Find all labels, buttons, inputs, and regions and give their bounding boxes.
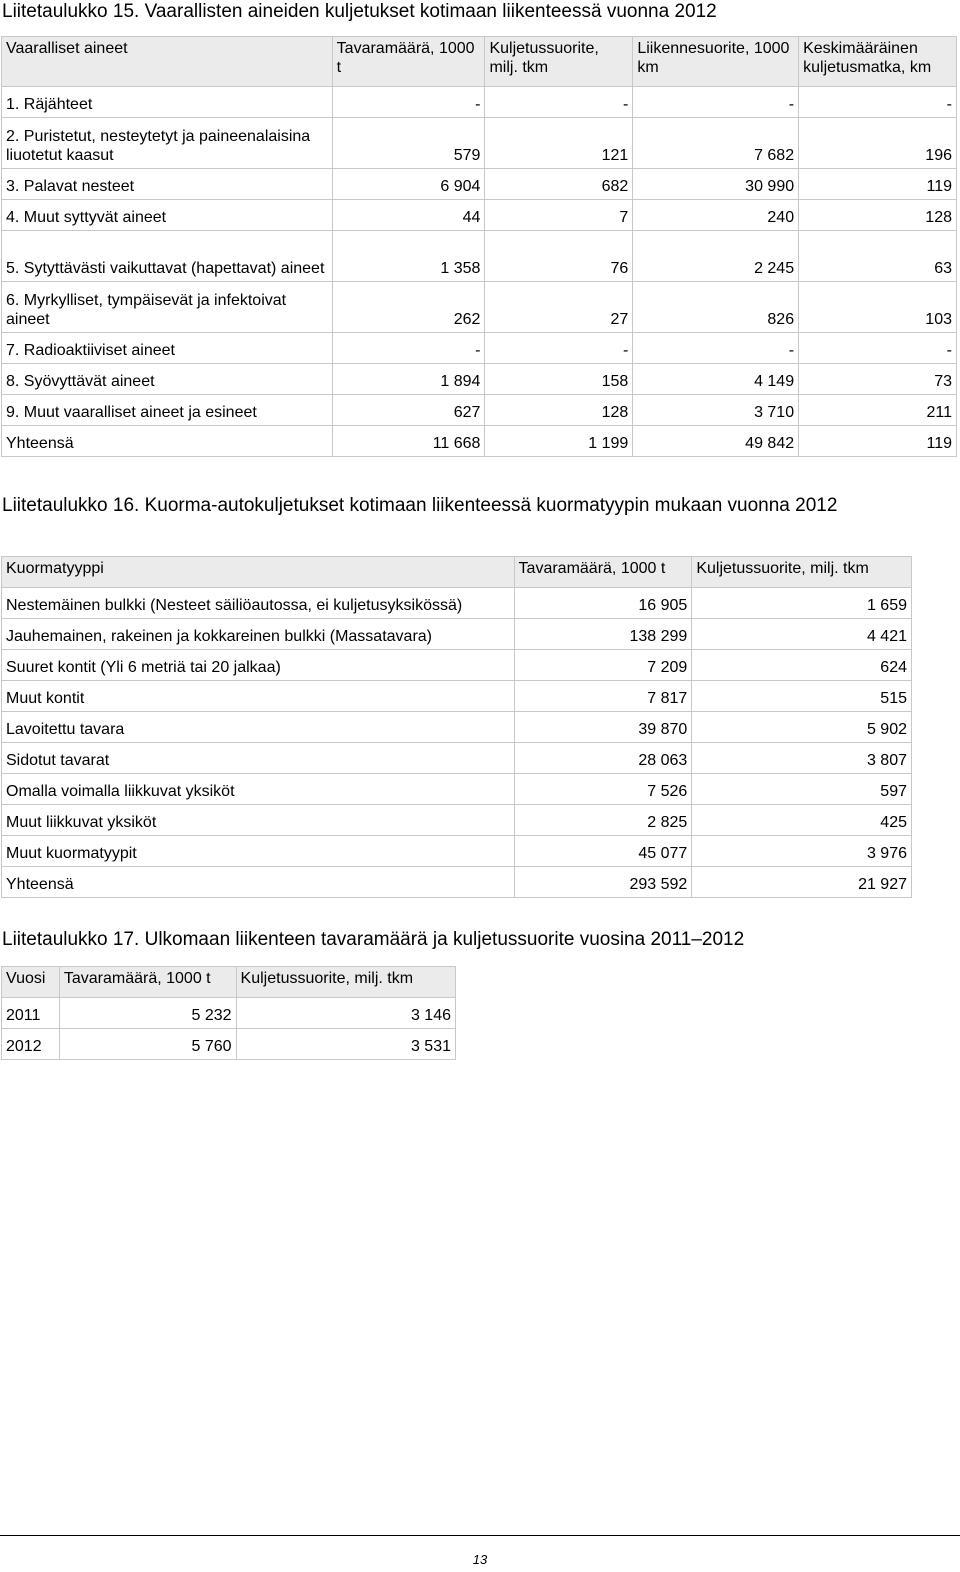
cell-value: 7 [485, 200, 633, 231]
cell-value: 73 [799, 364, 957, 395]
cell-value: 826 [633, 282, 799, 333]
table-row [2, 333, 957, 364]
table-row [2, 118, 957, 169]
cell-value: 627 [332, 395, 485, 426]
cell-value: 1 358 [332, 231, 485, 282]
cell-value: 7 526 [514, 774, 692, 805]
table-row [2, 395, 957, 426]
column-header: Kuljetussuorite, milj. tkm [485, 37, 633, 87]
row-label: Jauhemainen, rakeinen ja kokkareinen bulkki (Massatavara) [2, 619, 515, 650]
cell-value: 262 [332, 282, 485, 333]
table-row [2, 836, 912, 867]
row-label: 1. Räjähteet [2, 87, 333, 118]
cell-value: 5 760 [59, 1029, 236, 1060]
cell-value: 128 [799, 200, 957, 231]
table-16-title: Liitetaulukko 16. Kuorma-autokuljetukset kotimaan liikenteessä kuormatyypin mukaan vuonna 2012 [2, 495, 838, 516]
row-label: Yhteensä [2, 867, 515, 898]
cell-value: 138 299 [514, 619, 692, 650]
table-header-row [2, 557, 912, 588]
cell-value: 128 [485, 395, 633, 426]
row-label: 7. Radioaktiiviset aineet [2, 333, 333, 364]
row-label: 6. Myrkylliset, tympäisevät ja infektoivat aineet [2, 282, 333, 333]
table-row [2, 619, 912, 650]
table-row [2, 650, 912, 681]
cell-value: 3 710 [633, 395, 799, 426]
table-header-row [2, 37, 957, 87]
cell-value: 4 149 [633, 364, 799, 395]
cell-value: 7 682 [633, 118, 799, 169]
table-row [2, 231, 957, 282]
cell-value: 16 905 [514, 588, 692, 619]
row-label: Suuret kontit (Yli 6 metriä tai 20 jalkaa) [2, 650, 515, 681]
cell-value: 5 232 [59, 998, 236, 1029]
table-15 [1, 36, 957, 457]
cell-value: 1 894 [332, 364, 485, 395]
cell-value: 682 [485, 169, 633, 200]
table-row [2, 712, 912, 743]
cell-value: 119 [799, 426, 957, 457]
column-header: Kuljetussuorite, milj. tkm [236, 967, 455, 998]
cell-value: 49 842 [633, 426, 799, 457]
row-label: 2012 [2, 1029, 60, 1060]
cell-value: 121 [485, 118, 633, 169]
cell-value: 293 592 [514, 867, 692, 898]
cell-value: - [799, 333, 957, 364]
row-label: Lavoitettu tavara [2, 712, 515, 743]
cell-value: 39 870 [514, 712, 692, 743]
cell-value: 240 [633, 200, 799, 231]
table-row [2, 588, 912, 619]
table-row [2, 681, 912, 712]
cell-value: - [633, 87, 799, 118]
row-label: Yhteensä [2, 426, 333, 457]
cell-value: 28 063 [514, 743, 692, 774]
table-row [2, 743, 912, 774]
table-header-row [2, 967, 456, 998]
cell-value: 6 904 [332, 169, 485, 200]
cell-value: 63 [799, 231, 957, 282]
column-header: Liikennesuorite, 1000 km [633, 37, 799, 87]
cell-value: 515 [692, 681, 912, 712]
column-header: Vuosi [2, 967, 60, 998]
table-row [2, 774, 912, 805]
row-label: Muut kuormatyypit [2, 836, 515, 867]
table-15-title: Liitetaulukko 15. Vaarallisten aineiden kuljetukset kotimaan liikenteessä vuonna 2012 [2, 1, 717, 22]
table-17 [1, 966, 456, 1060]
table-row [2, 364, 957, 395]
table-row [2, 169, 957, 200]
column-header: Kuormatyyppi [2, 557, 515, 588]
footer-divider [0, 1535, 960, 1536]
table-row [2, 282, 957, 333]
cell-value: 3 807 [692, 743, 912, 774]
cell-value: 158 [485, 364, 633, 395]
table-row [2, 87, 957, 118]
table-total-row [2, 426, 957, 457]
cell-value: 21 927 [692, 867, 912, 898]
cell-value: 196 [799, 118, 957, 169]
row-label: 8. Syövyttävät aineet [2, 364, 333, 395]
row-label: 3. Palavat nesteet [2, 169, 333, 200]
cell-value: 27 [485, 282, 633, 333]
cell-value: 1 199 [485, 426, 633, 457]
cell-value: 2 825 [514, 805, 692, 836]
cell-value: 7 209 [514, 650, 692, 681]
table-row [2, 805, 912, 836]
row-label: Muut liikkuvat yksiköt [2, 805, 515, 836]
row-label: 2. Puristetut, nesteytetyt ja paineenalaisina liuotetut kaasut [2, 118, 333, 169]
cell-value: 425 [692, 805, 912, 836]
cell-value: - [485, 333, 633, 364]
column-header: Tavaramäärä, 1000 t [332, 37, 485, 87]
cell-value: 3 146 [236, 998, 455, 1029]
cell-value: 103 [799, 282, 957, 333]
column-header: Keskimääräinen kuljetusmatka, km [799, 37, 957, 87]
cell-value: 3 531 [236, 1029, 455, 1060]
cell-value: 44 [332, 200, 485, 231]
cell-value: 30 990 [633, 169, 799, 200]
cell-value: - [485, 87, 633, 118]
cell-value: 597 [692, 774, 912, 805]
table-row [2, 200, 957, 231]
cell-value: - [332, 87, 485, 118]
row-label: Muut kontit [2, 681, 515, 712]
row-label: Omalla voimalla liikkuvat yksiköt [2, 774, 515, 805]
row-label: 2011 [2, 998, 60, 1029]
table-16 [1, 556, 912, 898]
table-row [2, 1029, 456, 1060]
cell-value: 1 659 [692, 588, 912, 619]
table-17-title: Liitetaulukko 17. Ulkomaan liikenteen tavaramäärä ja kuljetussuorite vuosina 2011–2012 [2, 929, 745, 950]
column-header: Tavaramäärä, 1000 t [59, 967, 236, 998]
cell-value: 3 976 [692, 836, 912, 867]
column-header: Tavaramäärä, 1000 t [514, 557, 692, 588]
row-label: 5. Sytyttävästi vaikuttavat (hapettavat) aineet [2, 231, 333, 282]
cell-value: 4 421 [692, 619, 912, 650]
cell-value: 579 [332, 118, 485, 169]
row-label: 9. Muut vaaralliset aineet ja esineet [2, 395, 333, 426]
row-label: 4. Muut syttyvät aineet [2, 200, 333, 231]
page-number: 13 [472, 1552, 488, 1567]
cell-value: - [633, 333, 799, 364]
column-header: Vaaralliset aineet [2, 37, 333, 87]
cell-value: - [799, 87, 957, 118]
table-row [2, 998, 456, 1029]
cell-value: 119 [799, 169, 957, 200]
cell-value: 624 [692, 650, 912, 681]
row-label: Nestemäinen bulkki (Nesteet säiliöautossa, ei kuljetusyksikössä) [2, 588, 515, 619]
row-label: Sidotut tavarat [2, 743, 515, 774]
cell-value: 5 902 [692, 712, 912, 743]
cell-value: 2 245 [633, 231, 799, 282]
cell-value: 11 668 [332, 426, 485, 457]
cell-value: 76 [485, 231, 633, 282]
column-header: Kuljetussuorite, milj. tkm [692, 557, 912, 588]
cell-value: 211 [799, 395, 957, 426]
cell-value: 7 817 [514, 681, 692, 712]
cell-value: 45 077 [514, 836, 692, 867]
cell-value: - [332, 333, 485, 364]
table-total-row [2, 867, 912, 898]
